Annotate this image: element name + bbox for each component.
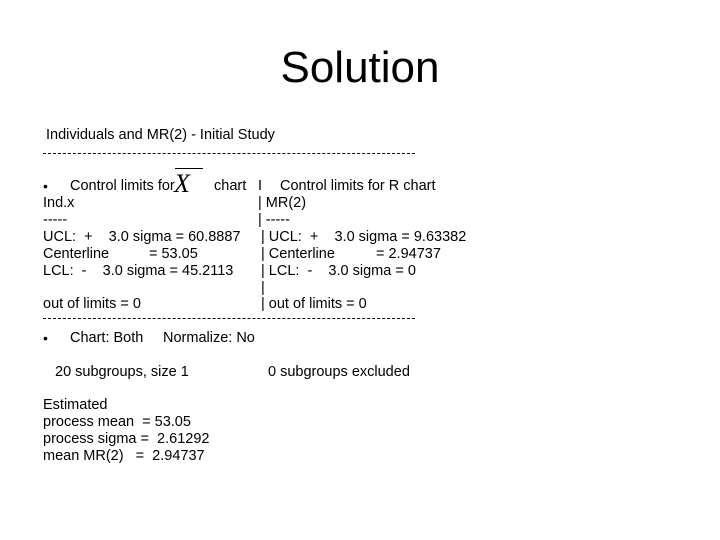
bullet-icon: • <box>43 178 48 194</box>
process-mean: process mean = 53.05 <box>43 414 191 430</box>
process-sigma: process sigma = 2.61292 <box>43 431 210 447</box>
right-centerline: | Centerline <box>261 246 335 262</box>
mean-mr: mean MR(2) = 2.94737 <box>43 448 205 464</box>
divider-bottom <box>43 318 415 319</box>
left-var-name: Ind.x <box>43 195 75 211</box>
right-out-of-limits: | out of limits = 0 <box>261 296 367 312</box>
subgroups-info: 20 subgroups, size 1 <box>55 364 189 380</box>
left-centerline-value: = 53.05 <box>149 246 198 262</box>
right-ucl: | UCL: + 3.0 sigma = 9.63382 <box>261 229 467 245</box>
study-header: Individuals and MR(2) - Initial Study <box>46 127 275 143</box>
right-pipe: | <box>261 280 265 296</box>
right-dashes: | ----- <box>258 212 290 228</box>
right-var-name: | MR(2) <box>258 195 307 211</box>
control-limits-label: Control limits for <box>70 178 175 194</box>
left-dashes: ----- <box>43 212 68 228</box>
normalize-option: Normalize: No <box>163 330 255 346</box>
left-lcl: LCL: - 3.0 sigma = 45.2113 <box>43 263 234 279</box>
chart-word: chart <box>214 178 247 194</box>
right-lcl: | LCL: - 3.0 sigma = 0 <box>261 263 416 279</box>
excluded-info: 0 subgroups excluded <box>268 364 410 380</box>
slide-title: Solution <box>280 43 440 92</box>
chart-option: Chart: Both <box>70 330 144 346</box>
column-separator: I <box>258 178 263 194</box>
divider-top <box>43 153 415 154</box>
left-ucl: UCL: + 3.0 sigma = 60.8887 <box>43 229 241 245</box>
control-limits-r-label: Control limits for R chart <box>280 178 436 194</box>
bullet-icon-2: • <box>43 330 48 346</box>
left-out-of-limits: out of limits = 0 <box>43 296 141 312</box>
left-centerline: Centerline <box>43 246 110 262</box>
xbar-symbol: X <box>172 168 214 198</box>
estimated-label: Estimated <box>43 397 108 413</box>
right-centerline-value: = 2.94737 <box>376 246 441 262</box>
